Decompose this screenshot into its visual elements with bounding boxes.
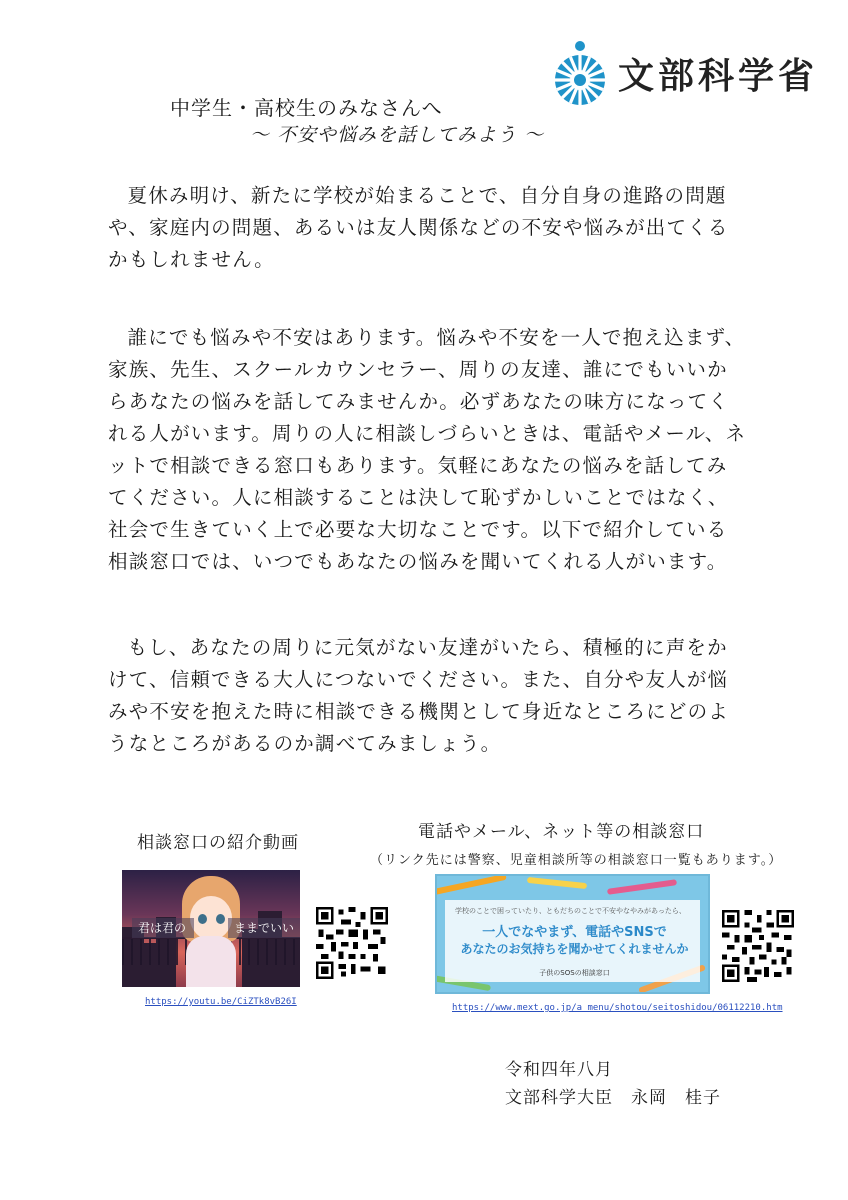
qr-code-contact-icon[interactable]: [722, 910, 794, 982]
contact-link[interactable]: https://www.mext.go.jp/a_menu/shotou/seitoshidou/06112210.htm: [452, 1003, 783, 1013]
thumbnail-caption-right: ままでいい: [228, 918, 300, 938]
banner-headline-2: あなたのお気持ちを聞かせてくれませんか: [460, 942, 689, 956]
paragraph-advice: 誰にでも悩みや不安はあります。悩みや不安を一人で抱え込まず、家族、先生、スクールカウンセラー、周りの友達、誰にでもいいからあなたの悩みを話してみませんか。必ずあなたの味方になってくれる人がいます。周りの人に相談しづらいときは、電話やメール、ネットで相談できる窓口もあります。気軽にあなたの悩みを話してみてください。人に相談することは決して恥ずかしいことではなく、社会で生きていく上で必要な大切なことです。以下で紹介している相談窓口では、いつでもあなたの悩みを聞いてくれる人がいます。: [108, 326, 747, 573]
thumbnail-caption-left: 君は君の: [132, 918, 194, 938]
contact-section-note: （リンク先には警察、児童相談所等の相談窓口一覧もあります。）: [370, 853, 783, 868]
banner-footer: 子供のSOSの相談窓口: [539, 969, 610, 977]
signer-name: 文部科学大臣 永岡 桂子: [505, 1088, 721, 1108]
banner-headline-1: 一人でなやまず、電話やSNSで: [482, 925, 667, 940]
banner-small-text: 学校のことで困っていたり、ともだちのことで不安やなやみがあったら、: [455, 907, 686, 915]
video-section-heading: 相談窓口の紹介動画: [137, 833, 299, 853]
qr-code-video-icon[interactable]: [316, 907, 388, 979]
contact-section-heading: 電話やメール、ネット等の相談窓口: [418, 822, 705, 842]
issue-date: 令和四年八月: [505, 1060, 613, 1080]
logo-text: 文部科学省: [618, 56, 819, 97]
video-thumbnail[interactable]: [122, 870, 300, 987]
page-title: 中学生・高校生のみなさんへ: [170, 96, 443, 120]
paragraph-intro: 夏休み明け、新たに学校が始まることで、自分自身の進路の問題や、家庭内の問題、あるいは友人関係などの不安や悩みが出てくるかもしれません。: [108, 184, 729, 271]
sos-contact-banner[interactable]: [435, 874, 710, 994]
page-subtitle: 〜 不安や悩みを話してみよう 〜: [250, 124, 545, 146]
video-link[interactable]: https://youtu.be/CiZTk8vB26I: [145, 997, 297, 1007]
paragraph-friends: もし、あなたの周りに元気がない友達がいたら、積極的に声をかけて、信頼できる大人につないでください。また、自分や友人が悩みや不安を抱えた時に相談できる機関として身近なところにどのようなところがあるのか調べてみましょう。: [108, 636, 730, 755]
